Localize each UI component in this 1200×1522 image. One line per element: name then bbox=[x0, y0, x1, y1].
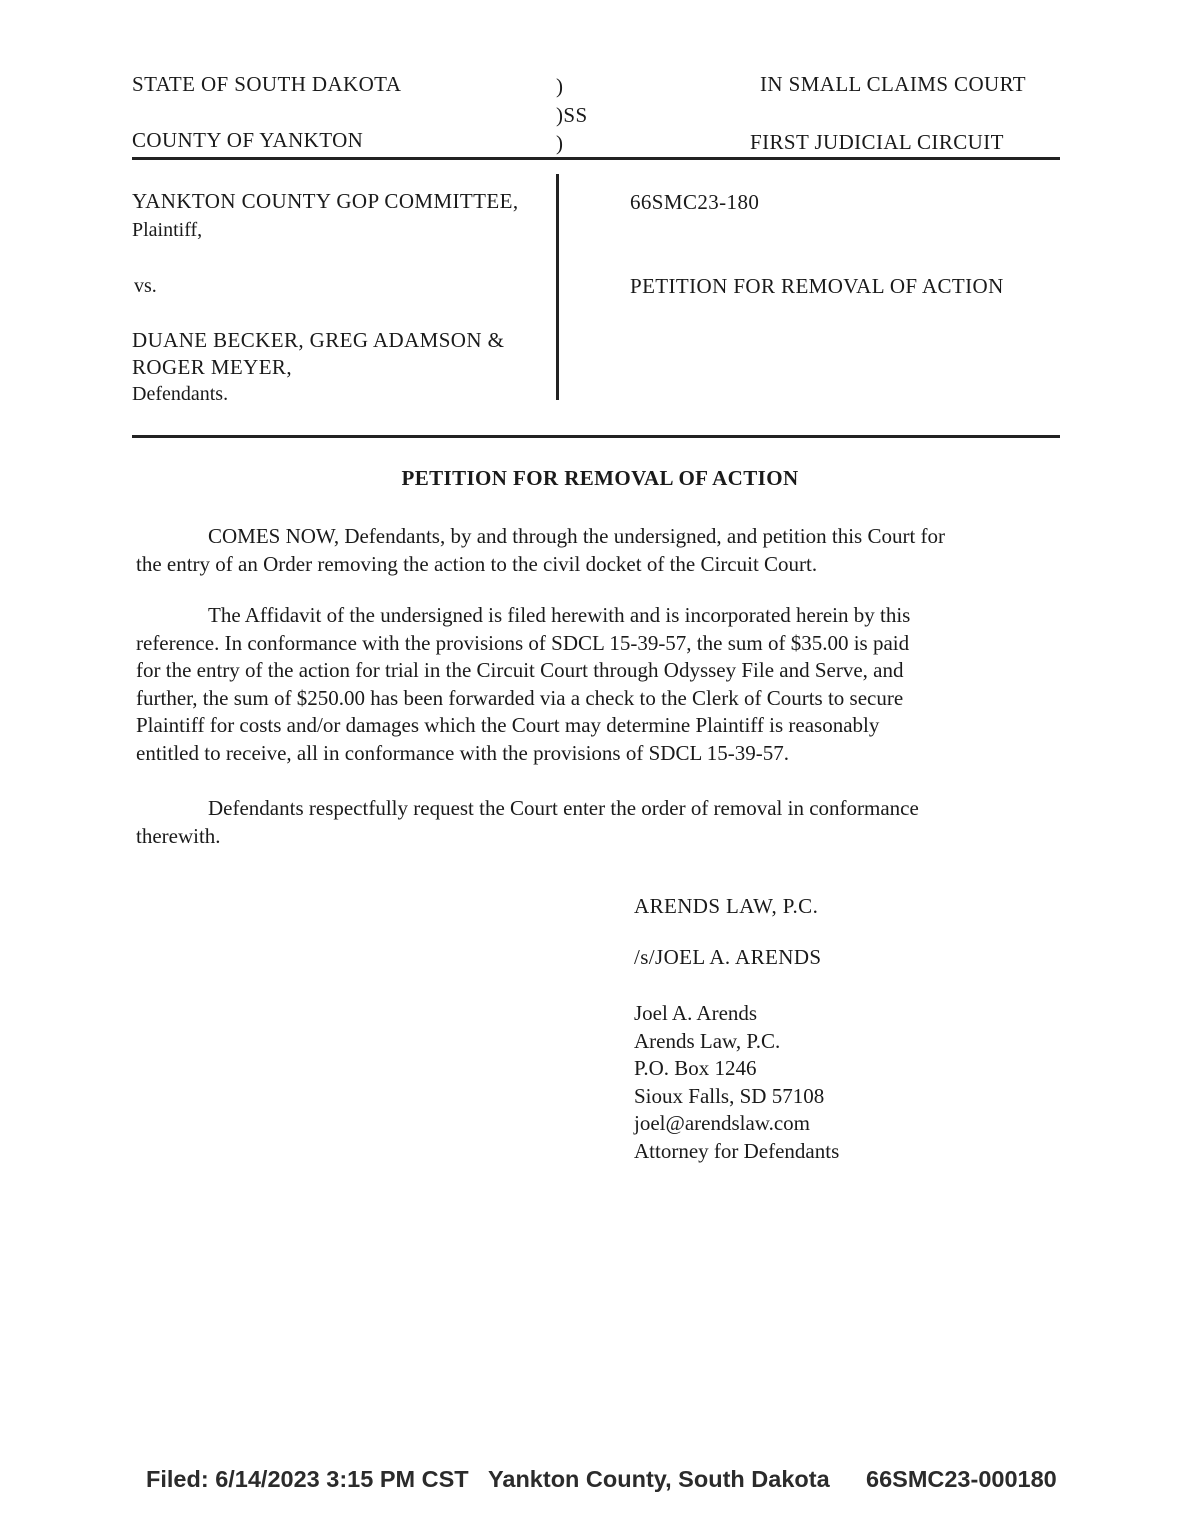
signature-block-line: Arends Law, P.C. bbox=[634, 1028, 781, 1053]
defendants-line-1: DUANE BECKER, GREG ADAMSON & bbox=[132, 328, 505, 352]
defendants-role: Defendants. bbox=[132, 383, 229, 405]
paragraph-line: Defendants respectfully request the Court enter the order of removal in conformance bbox=[208, 796, 919, 820]
caption-ss: )SS bbox=[556, 103, 588, 127]
signature-block-line: Joel A. Arends bbox=[634, 1001, 758, 1025]
caption-circuit: FIRST JUDICIAL CIRCUIT bbox=[750, 130, 1004, 154]
defendants-line-2: ROGER MEYER, bbox=[132, 355, 292, 379]
paragraph-line: The Affidavit of the undersigned is filed herewith and is incorporated herein by this bbox=[208, 603, 911, 627]
case-number: 66SMC23-180 bbox=[630, 190, 760, 214]
signature-block bbox=[634, 1000, 839, 1165]
paragraph-2 bbox=[136, 602, 1046, 768]
paragraph-line: therewith. bbox=[136, 823, 221, 848]
paragraph-line: COMES NOW, Defendants, by and through the undersigned, and petition this Court for bbox=[208, 524, 946, 548]
paragraph-line: further, the sum of $250.00 has been forwarded via a check to the Clerk of Courts to secure bbox=[136, 685, 904, 710]
paragraph-line: Plaintiff for costs and/or damages which the Court may determine Plaintiff is reasonably bbox=[136, 713, 880, 738]
caption-document-title: PETITION FOR REMOVAL OF ACTION bbox=[630, 274, 1004, 298]
signature-block-line: P.O. Box 1246 bbox=[634, 1056, 757, 1080]
signature-block-line: joel@arendslaw.com bbox=[634, 1111, 810, 1135]
filing-date: Filed: 6/14/2023 3:15 PM CST bbox=[146, 1466, 469, 1492]
caption-paren-bottom: ) bbox=[556, 131, 564, 155]
caption-divider bbox=[556, 174, 559, 400]
paragraph-line: the entry of an Order removing the action to the civil docket of the Circuit Court. bbox=[136, 551, 818, 576]
document-title: PETITION FOR REMOVAL OF ACTION bbox=[401, 466, 799, 490]
caption-county: COUNTY OF YANKTON bbox=[132, 128, 364, 152]
paragraph-line: for the entry of the action for trial in the Circuit Court through Odyssey File and Serve, and bbox=[136, 658, 904, 683]
paragraph-line: entitled to receive, all in conformance with the provisions of SDCL 15-39-57. bbox=[136, 740, 789, 765]
signature-line: /s/JOEL A. ARENDS bbox=[634, 945, 822, 969]
caption-bottom-rule bbox=[132, 435, 1060, 438]
signature-block-line: Sioux Falls, SD 57108 bbox=[634, 1083, 825, 1108]
filing-county: Yankton County, South Dakota bbox=[488, 1466, 830, 1492]
paragraph-3 bbox=[136, 795, 1046, 850]
caption-court: IN SMALL CLAIMS COURT bbox=[760, 72, 1026, 96]
caption-paren-top: ) bbox=[556, 74, 564, 98]
plaintiff-name: YANKTON COUNTY GOP COMMITTEE, bbox=[132, 189, 519, 213]
paragraph-line: reference. In conformance with the provisions of SDCL 15-39-57, the sum of $35.00 is paid bbox=[136, 630, 910, 655]
signature-block-line: Attorney for Defendants bbox=[634, 1138, 840, 1163]
filing-case-number: 66SMC23-000180 bbox=[866, 1466, 1057, 1492]
plaintiff-role: Plaintiff, bbox=[132, 219, 203, 241]
caption-state: STATE OF SOUTH DAKOTA bbox=[132, 72, 402, 96]
signature-firm: ARENDS LAW, P.C. bbox=[634, 894, 819, 918]
caption-top-rule bbox=[132, 157, 1060, 160]
versus-label: vs. bbox=[134, 275, 157, 297]
paragraph-1 bbox=[136, 523, 1046, 578]
